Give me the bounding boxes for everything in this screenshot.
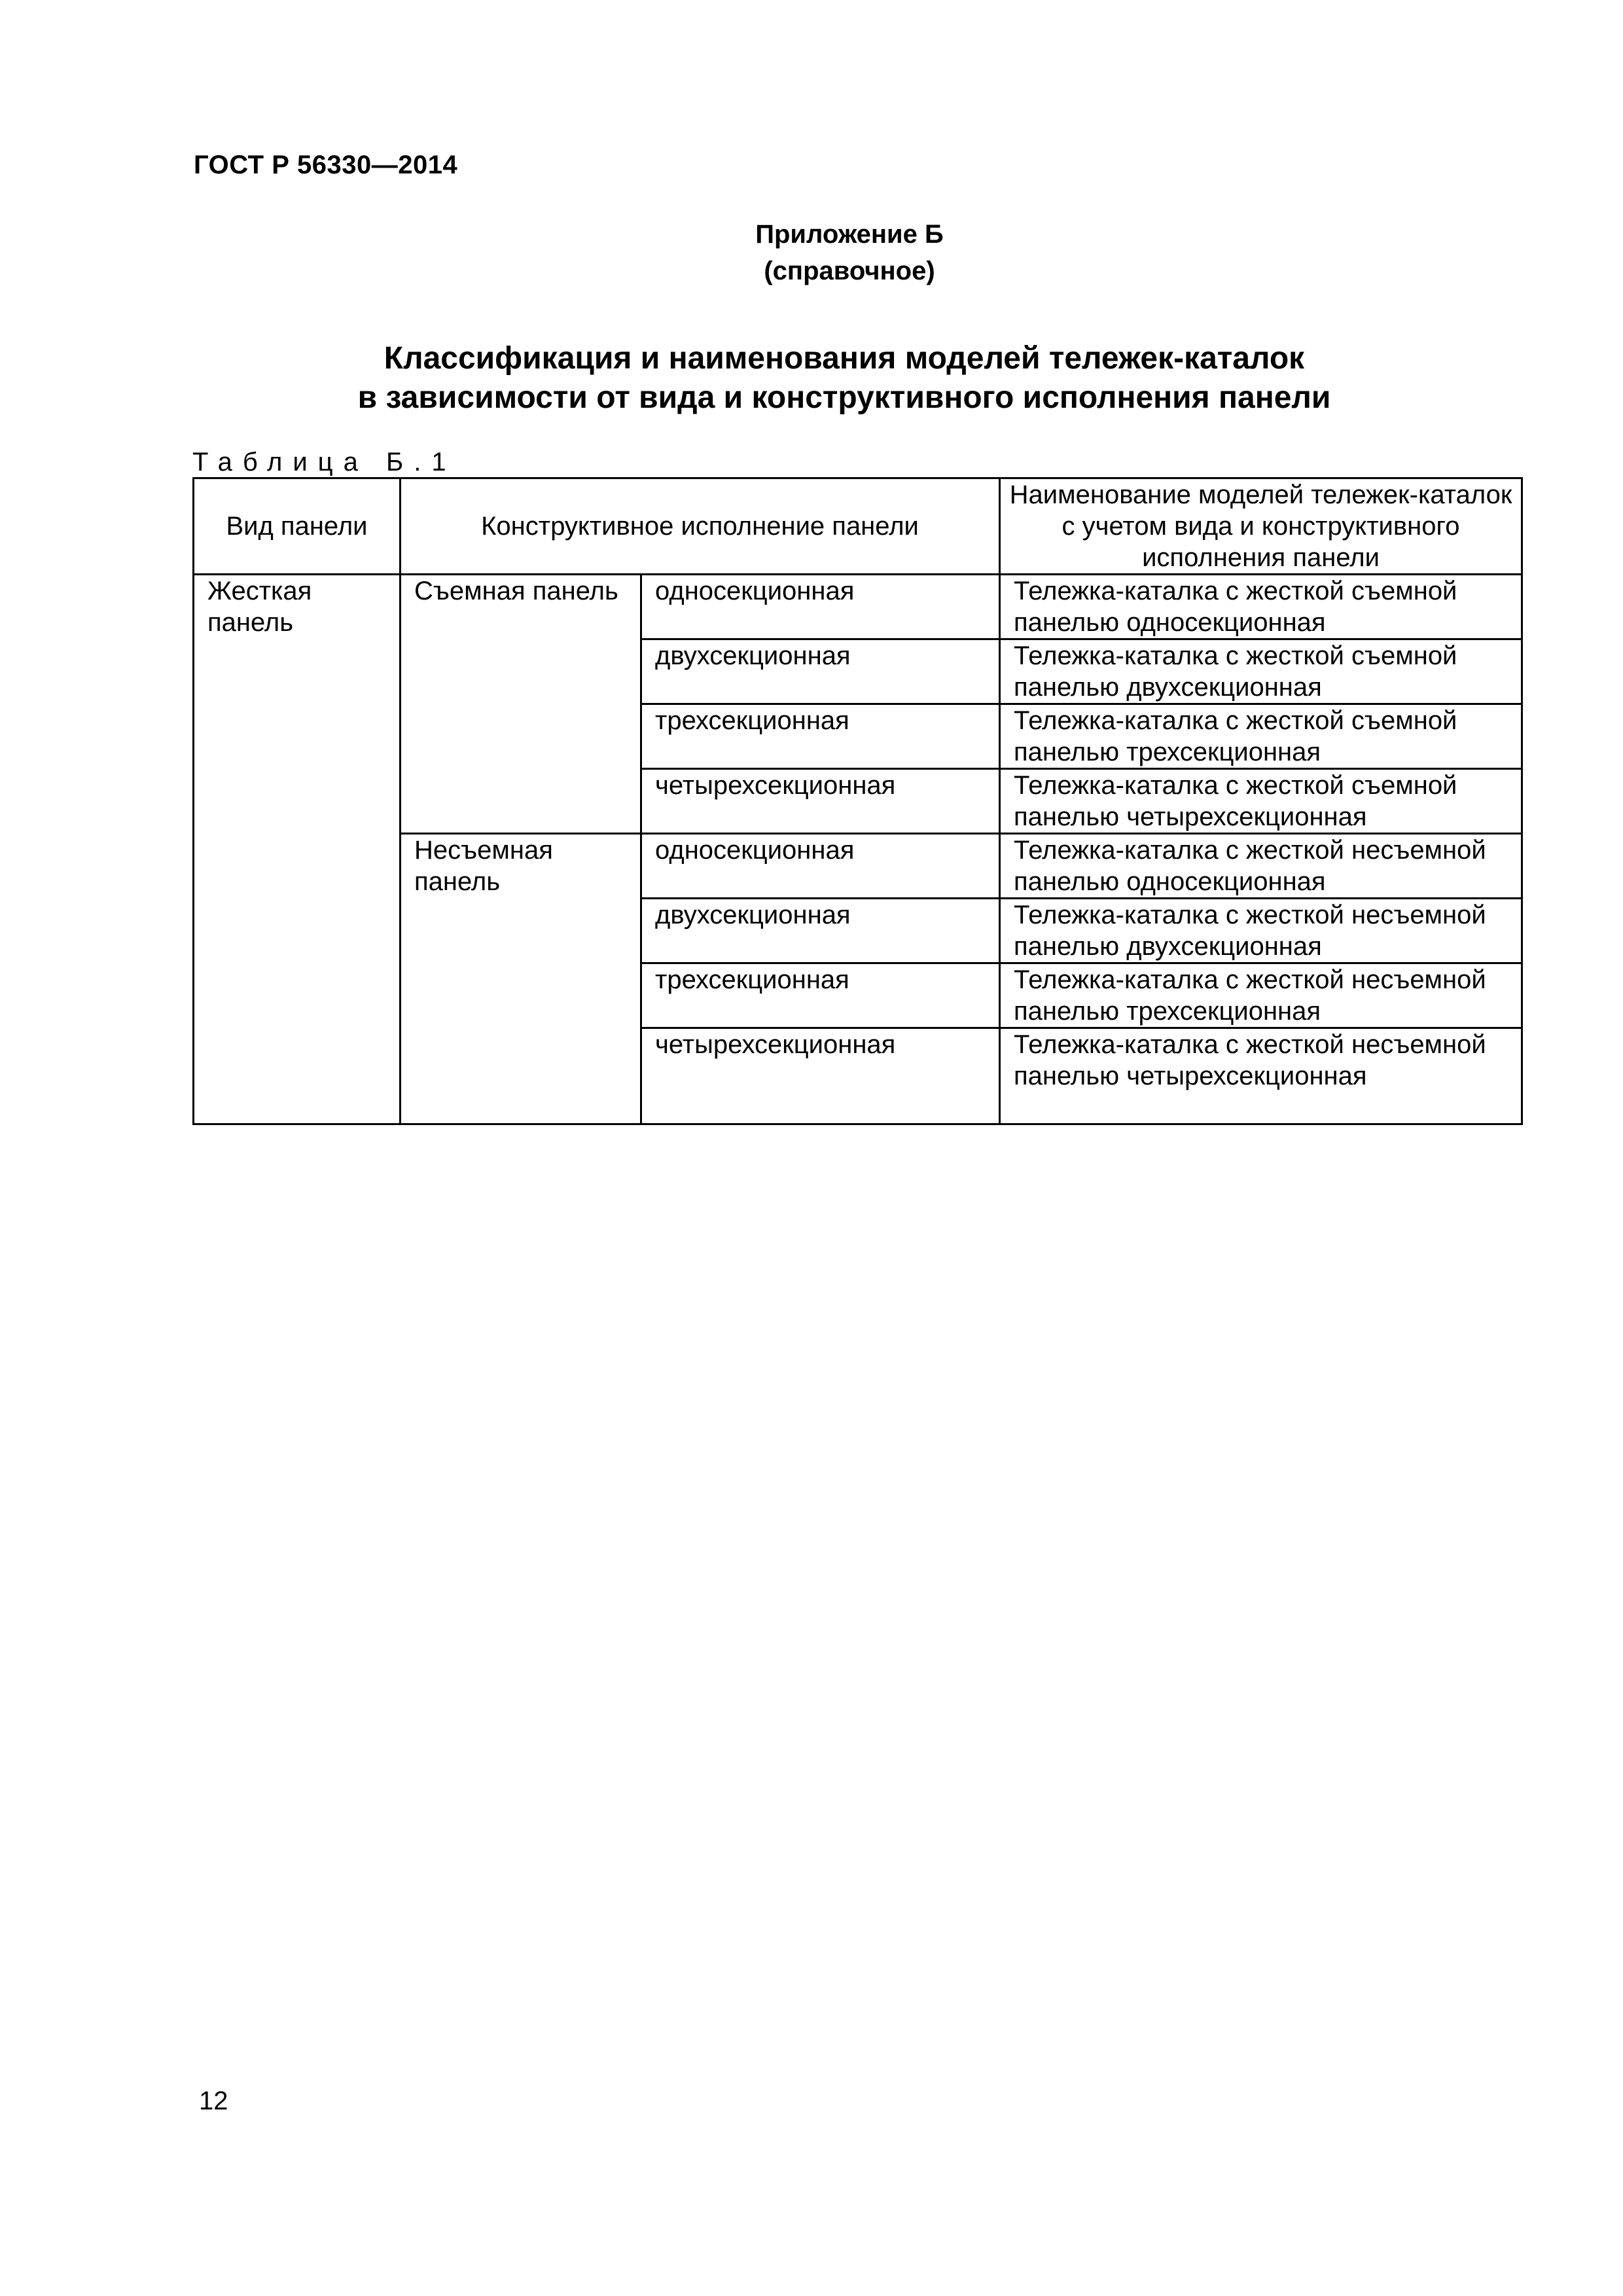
model-name-cell: Тележка-каталка с жесткой съемной панелью четырехсекционная: [1000, 769, 1522, 834]
section-title-line-1: Классификация и наименования моделей тележек-каталок: [383, 341, 1305, 376]
sections-cell: двухсекционная: [641, 639, 1000, 704]
construction-cell: Несъемная панель: [401, 834, 641, 1124]
sections-cell: трехсекционная: [641, 704, 1000, 769]
model-name-cell: Тележка-каталка с жесткой съемной панелью трехсекционная: [1000, 704, 1522, 769]
model-name-cell: Тележка-каталка с жесткой несъемной панелью трехсекционная: [1000, 963, 1522, 1028]
model-name-cell: Тележка-каталка с жесткой несъемной панелью четырехсекционная: [1000, 1028, 1522, 1124]
table-row: [194, 575, 1522, 639]
model-name-cell: Тележка-каталка с жесткой несъемной панелью односекционная: [1000, 834, 1522, 899]
sections-cell: односекционная: [641, 834, 1000, 899]
model-name-cell: Тележка-каталка с жесткой несъемной панелью двухсекционная: [1000, 899, 1522, 963]
sections-cell: четырехсекционная: [641, 1028, 1000, 1124]
header-construction: Конструктивное исполнение панели: [401, 478, 1000, 575]
header-panel-type: Вид панели: [194, 478, 401, 575]
document-code: ГОСТ Р 56330—2014: [194, 151, 458, 179]
page-number: 12: [199, 2087, 228, 2115]
classification-table: [192, 477, 1523, 1125]
table-caption: Таблица Б.1: [192, 448, 457, 476]
sections-cell: трехсекционная: [641, 963, 1000, 1028]
section-title: [0, 339, 1623, 418]
sections-cell: двухсекционная: [641, 899, 1000, 963]
appendix-heading: [0, 216, 1623, 289]
appendix-label: Приложение Б: [755, 220, 944, 249]
section-title-line-2: в зависимости от вида и конструктивного исполнения панели: [357, 380, 1331, 415]
panel-type-cell: Жесткая панель: [194, 575, 401, 1124]
model-name-cell: Тележка-каталка с жесткой съемной панелью двухсекционная: [1000, 639, 1522, 704]
header-model-name: Наименование моделей тележек-каталок с учетом вида и конструктивного исполнения панели: [1000, 478, 1522, 575]
model-name-cell: Тележка-каталка с жесткой съемной панелью односекционная: [1000, 575, 1522, 639]
sections-cell: односекционная: [641, 575, 1000, 639]
sections-cell: четырехсекционная: [641, 769, 1000, 834]
appendix-type: (справочное): [764, 257, 935, 285]
table-header-row: [194, 478, 1522, 575]
construction-cell: Съемная панель: [401, 575, 641, 834]
